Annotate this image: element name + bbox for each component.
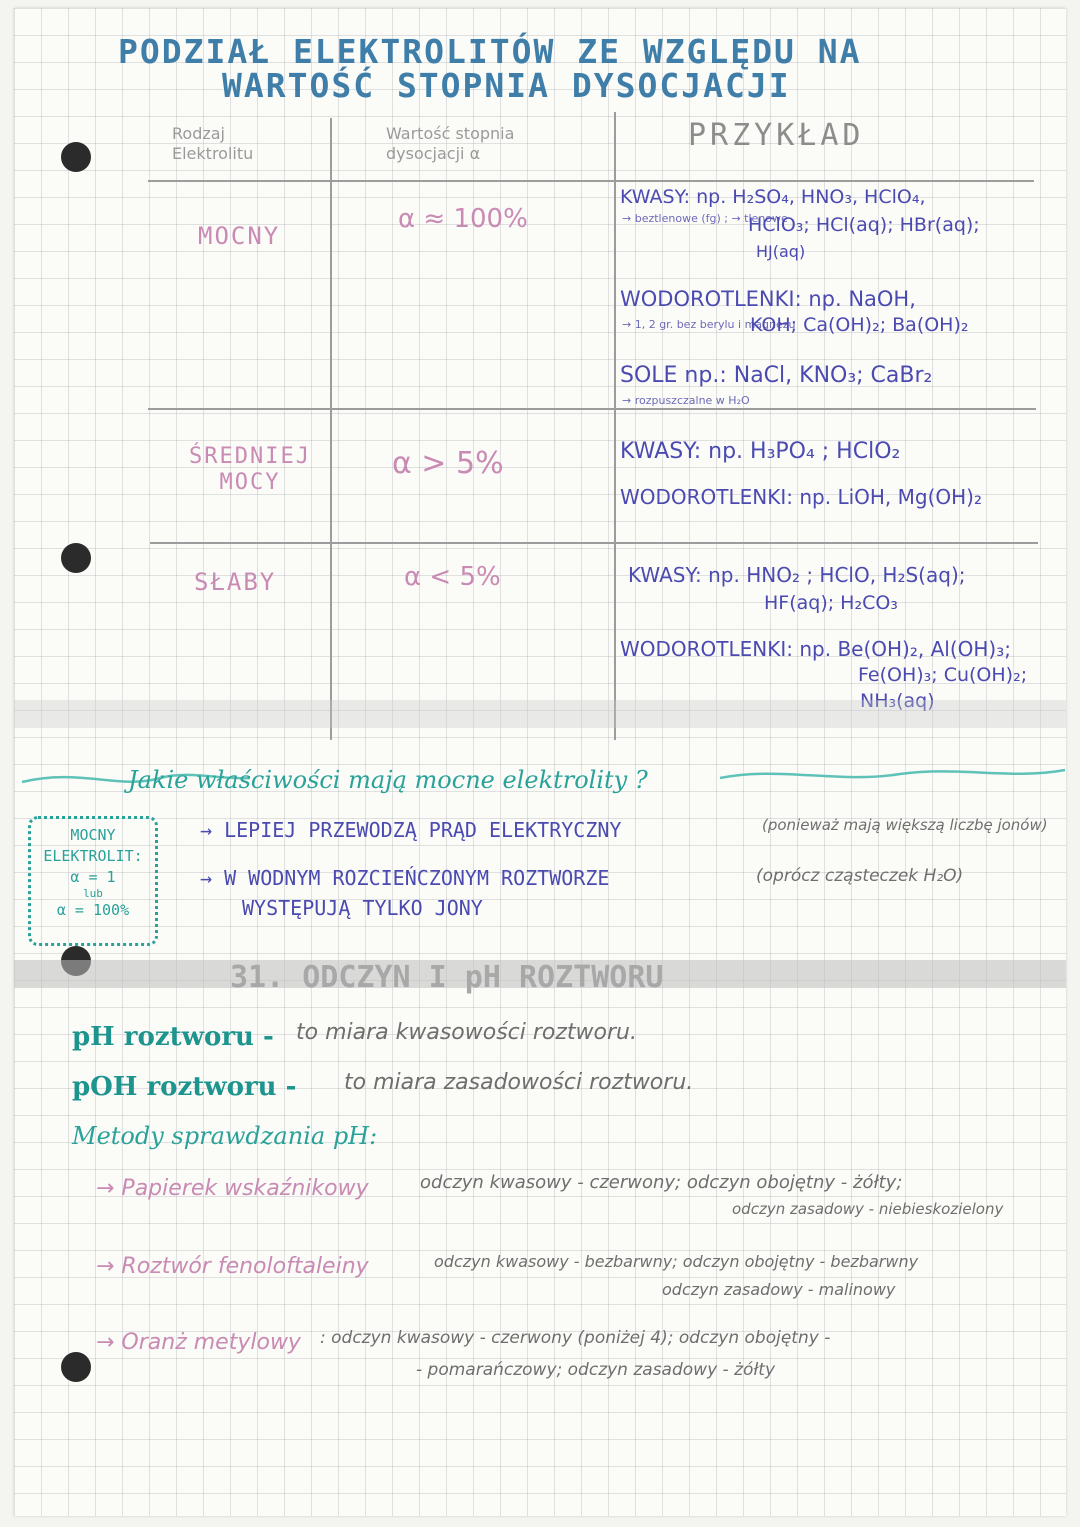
method-1-name: → Papierek wskaźnikowy (96, 1176, 369, 1201)
punch-hole (61, 543, 91, 573)
row-value-weak: α < 5% (404, 562, 501, 592)
ph-term: pH roztworu - (72, 1022, 274, 1052)
method-2-text: odczyn kwasowy - bezbarwny; odczyn obojętny - bezbarwny (434, 1252, 919, 1271)
example-acids-strong-2: HClO₃; HCl(aq); HBr(aq); (748, 214, 980, 236)
row-value-medium: α > 5% (392, 446, 504, 481)
row-type-medium-text: ŚREDNIEJ MOCY (189, 444, 311, 495)
example-hydroxides-weak-3: NH₃(aq) (860, 690, 935, 712)
example-hydroxides-strong: WODOROTLENKI: np. NaOH, (620, 287, 916, 311)
property-2-note: (oprócz cząsteczek H₂O) (756, 866, 964, 886)
poh-term: pOH roztworu - (72, 1072, 297, 1102)
example-hydroxides-medium: WODOROTLENKI: np. LiOH, Mg(OH)₂ (620, 485, 983, 509)
example-acids-medium: KWASY: np. H₃PO₄ ; HClO₂ (620, 439, 901, 464)
method-1-text: odczyn kwasowy - czerwony; odczyn obojętny - żółty; (420, 1172, 903, 1193)
poh-definition: to miara zasadowości roztworu. (344, 1070, 694, 1095)
header-value: Wartość stopnia dysocjacji α (386, 124, 515, 163)
example-hydroxides-weak-2: Fe(OH)₃; Cu(OH)₂; (858, 664, 1028, 686)
faded-band (14, 700, 1066, 728)
method-3-text-2: - pomarańczowy; odczyn zasadowy - żółty (416, 1360, 776, 1380)
row-value-strong: α ≈ 100% (398, 204, 528, 234)
example-note: → 1, 2 gr. bez berylu i magnezu (622, 318, 796, 331)
punch-hole (61, 142, 91, 172)
row-type-medium (180, 444, 320, 496)
method-3-text: : odczyn kwasowy - czerwony (poniżej 4); odczyn obojętny - (320, 1328, 831, 1348)
row-type-strong: MOCNY (198, 222, 281, 250)
property-1: → LEPIEJ PRZEWODZĄ PRĄD ELEKTRYCZNY (200, 818, 622, 842)
title-line-2: WARTOŚĆ STOPNIA DYSOCJACJI (222, 66, 791, 105)
example-acids-weak-2: HF(aq); H₂CO₃ (764, 592, 898, 614)
ph-definition: to miara kwasowości roztworu. (296, 1020, 637, 1045)
method-3-name: → Oranż metylowy (96, 1330, 301, 1355)
example-hydroxides-strong-2: KOH; Ca(OH)₂; Ba(OH)₂ (750, 314, 969, 336)
example-note: → rozpuszczalne w H₂O (622, 394, 750, 407)
box-line-3: α = 1 (70, 868, 116, 886)
example-acids-strong: KWASY: np. H₂SO₄, HNO₃, HClO₄, (620, 186, 926, 208)
methods-heading: Metody sprawdzania pH: (72, 1122, 378, 1150)
method-1-text-2: odczyn zasadowy - niebieskozielony (732, 1200, 1004, 1218)
property-1-note: (ponieważ mają większą liczbę jonów) (762, 816, 1048, 834)
example-salts-strong: SOLE np.: NaCl, KNO₃; CaBr₂ (620, 363, 933, 388)
method-2-text-2: odczyn zasadowy - malinowy (662, 1280, 896, 1299)
table-divider (614, 112, 616, 740)
section-title: 31. ODCZYN I pH ROZTWORU (230, 960, 664, 995)
box-line-2: ELEKTROLIT: (43, 847, 143, 865)
example-note: → beztlenowe (fg) ; → tlenowe (622, 212, 788, 225)
punch-hole (61, 1352, 91, 1382)
header-type: Rodzaj Elektrolitu (172, 124, 254, 163)
header-example: PRZYKŁAD (688, 118, 865, 153)
table-divider (330, 118, 332, 740)
example-acids-strong-3: HJ(aq) (756, 242, 806, 261)
box-line-5: α = 100% (56, 901, 130, 919)
question-heading: Jakie właściwości mają mocne elektrolity ? (128, 766, 648, 794)
title-line-1: PODZIAŁ ELEKTROLITÓW ZE WZGLĘDU NA (118, 32, 862, 71)
row-type-weak: SŁABY (194, 568, 277, 596)
example-acids-weak: KWASY: np. HNO₂ ; HClO, H₂S(aq); (628, 563, 966, 587)
table-divider (148, 408, 1036, 410)
box-line-1: MOCNY (70, 826, 116, 844)
table-divider (148, 180, 1034, 182)
table-divider (150, 542, 1038, 544)
method-2-name: → Roztwór fenoloftaleiny (96, 1254, 369, 1279)
box-line-4: lub (83, 887, 103, 900)
property-3: WYSTĘPUJĄ TYLKO JONY (242, 896, 483, 920)
property-2: → W WODNYM ROZCIEŃCZONYM ROZTWORZE (200, 866, 610, 890)
strong-electrolyte-box (28, 816, 158, 946)
example-hydroxides-weak: WODOROTLENKI: np. Be(OH)₂, Al(OH)₃; (620, 637, 1011, 661)
